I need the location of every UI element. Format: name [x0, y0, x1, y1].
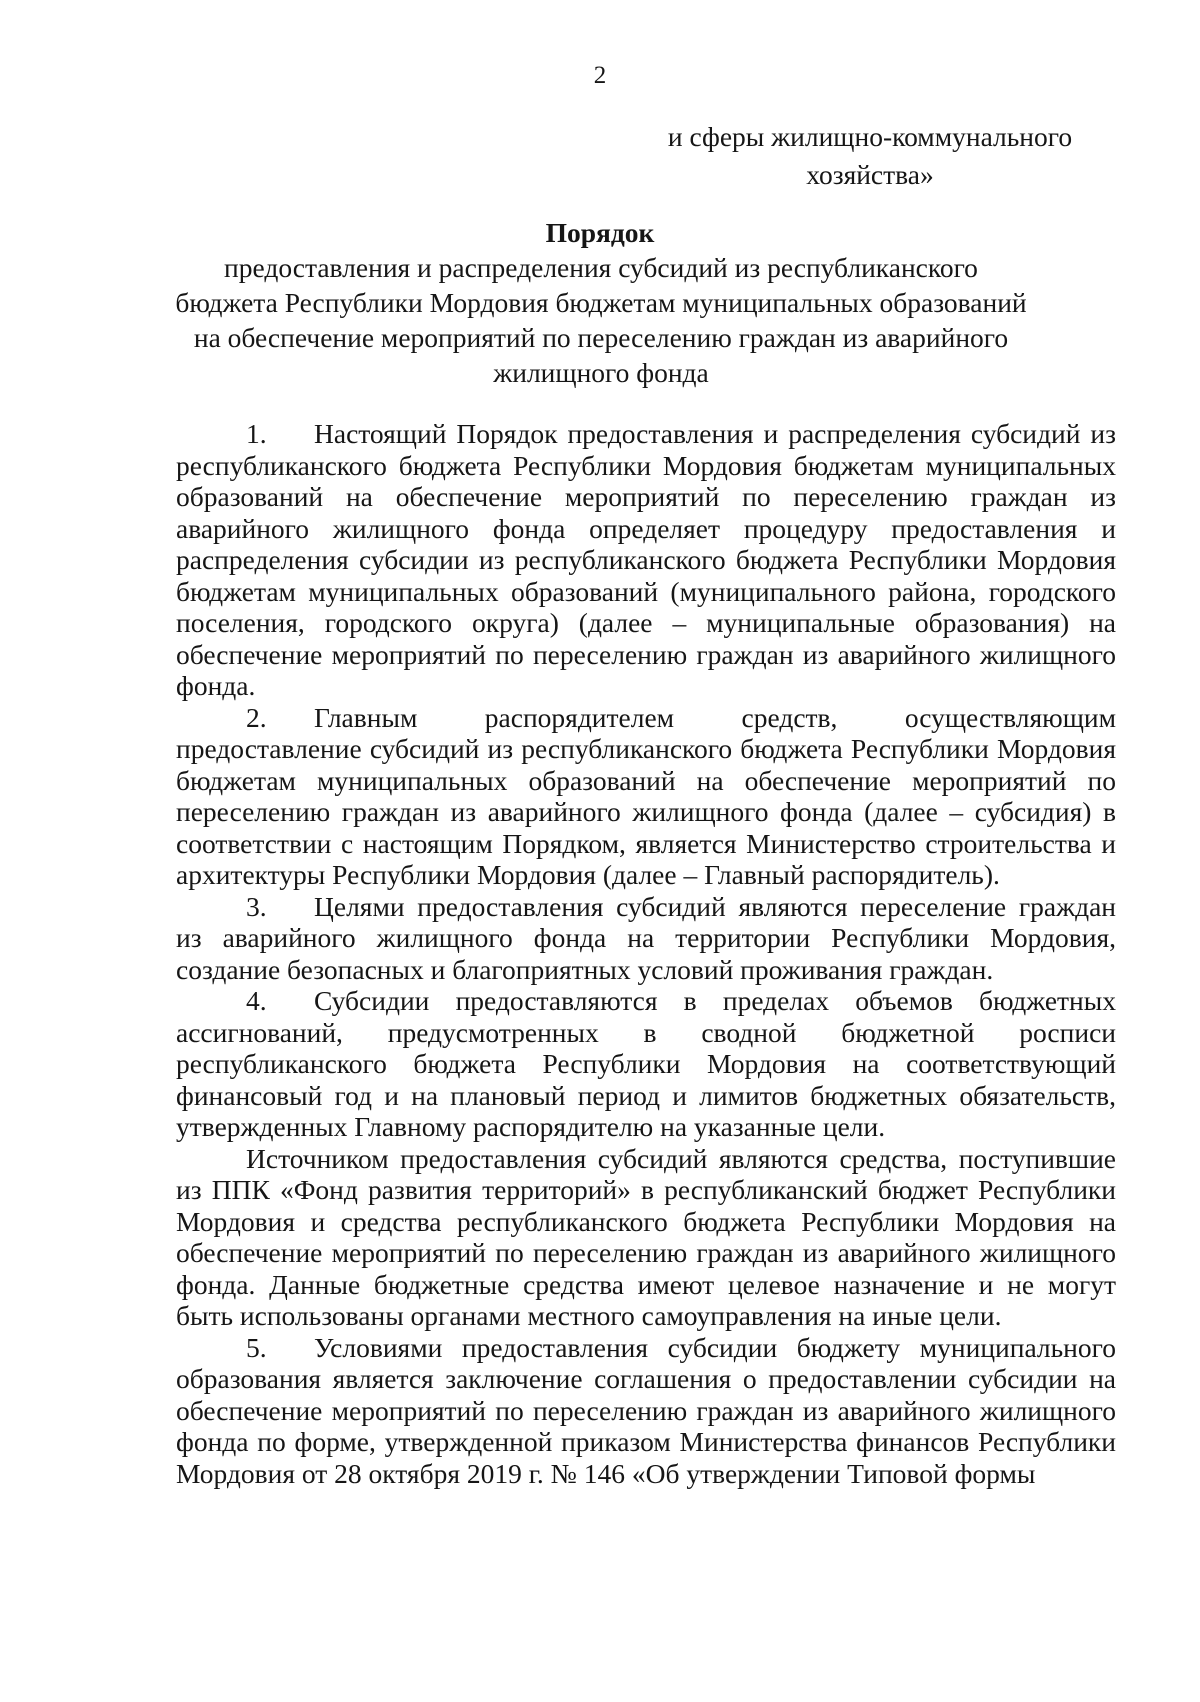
paragraph-funding-source — [176, 1143, 1116, 1332]
addressee-block — [600, 118, 1140, 194]
paragraph-number: 5. — [246, 1331, 267, 1363]
paragraph-text: Целями предоставления субсидий являются переселение граждан из аварийного жилищного фонда на территории Республики Мордовия, создание безопасных и благоприятных условий проживания граждан. — [176, 890, 1116, 985]
paragraph-number: 4. — [246, 985, 267, 1016]
paragraph-2 — [176, 702, 1116, 891]
paragraph-number: 2. — [246, 701, 267, 733]
document-subtitle: предоставления и распределения субсидий из республиканского бюджета Республики Мордовия бюджетам муниципальных образований на обеспечение мероприятий по переселению граждан из аварийного жилищного фонда — [175, 252, 1027, 388]
addressee-line-2: хозяйства» — [806, 159, 934, 190]
paragraph-5 — [176, 1332, 1116, 1490]
document-title: Порядок — [545, 217, 655, 248]
paragraph-4 — [176, 985, 1116, 1143]
paragraph-text: Главным распорядителем средств, осуществляющим предоставление субсидий из республиканского бюджета Республики Мордовия бюджетам муниципальных образований на обеспечение мероприятий по переселению граждан из аварийного жилищного фонда (далее – субсидия) в соответствии с настоящим Порядком, является Министерство строительства и архитектуры Республики Мордовия (далее – Главный распорядитель). — [176, 701, 1116, 890]
document-body — [176, 418, 1116, 1489]
paragraph-text: Настоящий Порядок предоставления и распределения субсидий из республиканского бюджета Республики Мордовия бюджетам муниципальных образований на обеспечение мероприятий по переселению граждан из аварийного жилищного фонда определяет процедуру предоставления и распределения субсидии из республиканского бюджета Республики Мордовия бюджетам муниципальных образований (муниципального района, городского поселения, городского округа) (далее – муниципальные образования) на обеспечение мероприятий по переселению граждан из аварийного жилищного фонда. — [176, 418, 1116, 701]
addressee-line-1: и сферы жилищно-коммунального — [667, 121, 1073, 152]
paragraph-text: Субсидии предоставляются в пределах объемов бюджетных ассигнований, предусмотренных в сводной бюджетной росписи республиканского бюджета Республики Мордовия на соответствующий финансовый год и на плановый период и лимитов бюджетных обязательств, утвержденных Главному распорядителю на указанные цели. — [176, 985, 1116, 1142]
paragraph-3 — [176, 891, 1116, 986]
paragraph-text: Условиями предоставления субсидии бюджету муниципального образования является заключение соглашения о предоставлении субсидии на обеспечение мероприятий по переселению граждан из аварийного жилищного фонда по форме, утвержденной приказом Министерства финансов Республики Мордовия от 28 октября 2019 г. № 146 «Об утверждении Типовой формы — [176, 1331, 1116, 1489]
paragraph-number: 1. — [246, 418, 267, 449]
paragraph-text: Источником предоставления субсидий являются средства, поступившие из ППК «Фонд развития территорий» в республиканский бюджет Республики Мордовия и средства республиканского бюджета Республики Мордовия на обеспечение мероприятий по переселению граждан из аварийного жилищного фонда. Данные бюджетные средства имеют целевое назначение и не могут быть использованы органами местного самоуправления на иные цели. — [176, 1142, 1116, 1331]
paragraph-number: 3. — [246, 890, 267, 922]
paragraph-1 — [176, 418, 1116, 702]
page-number: 2 — [593, 62, 607, 89]
